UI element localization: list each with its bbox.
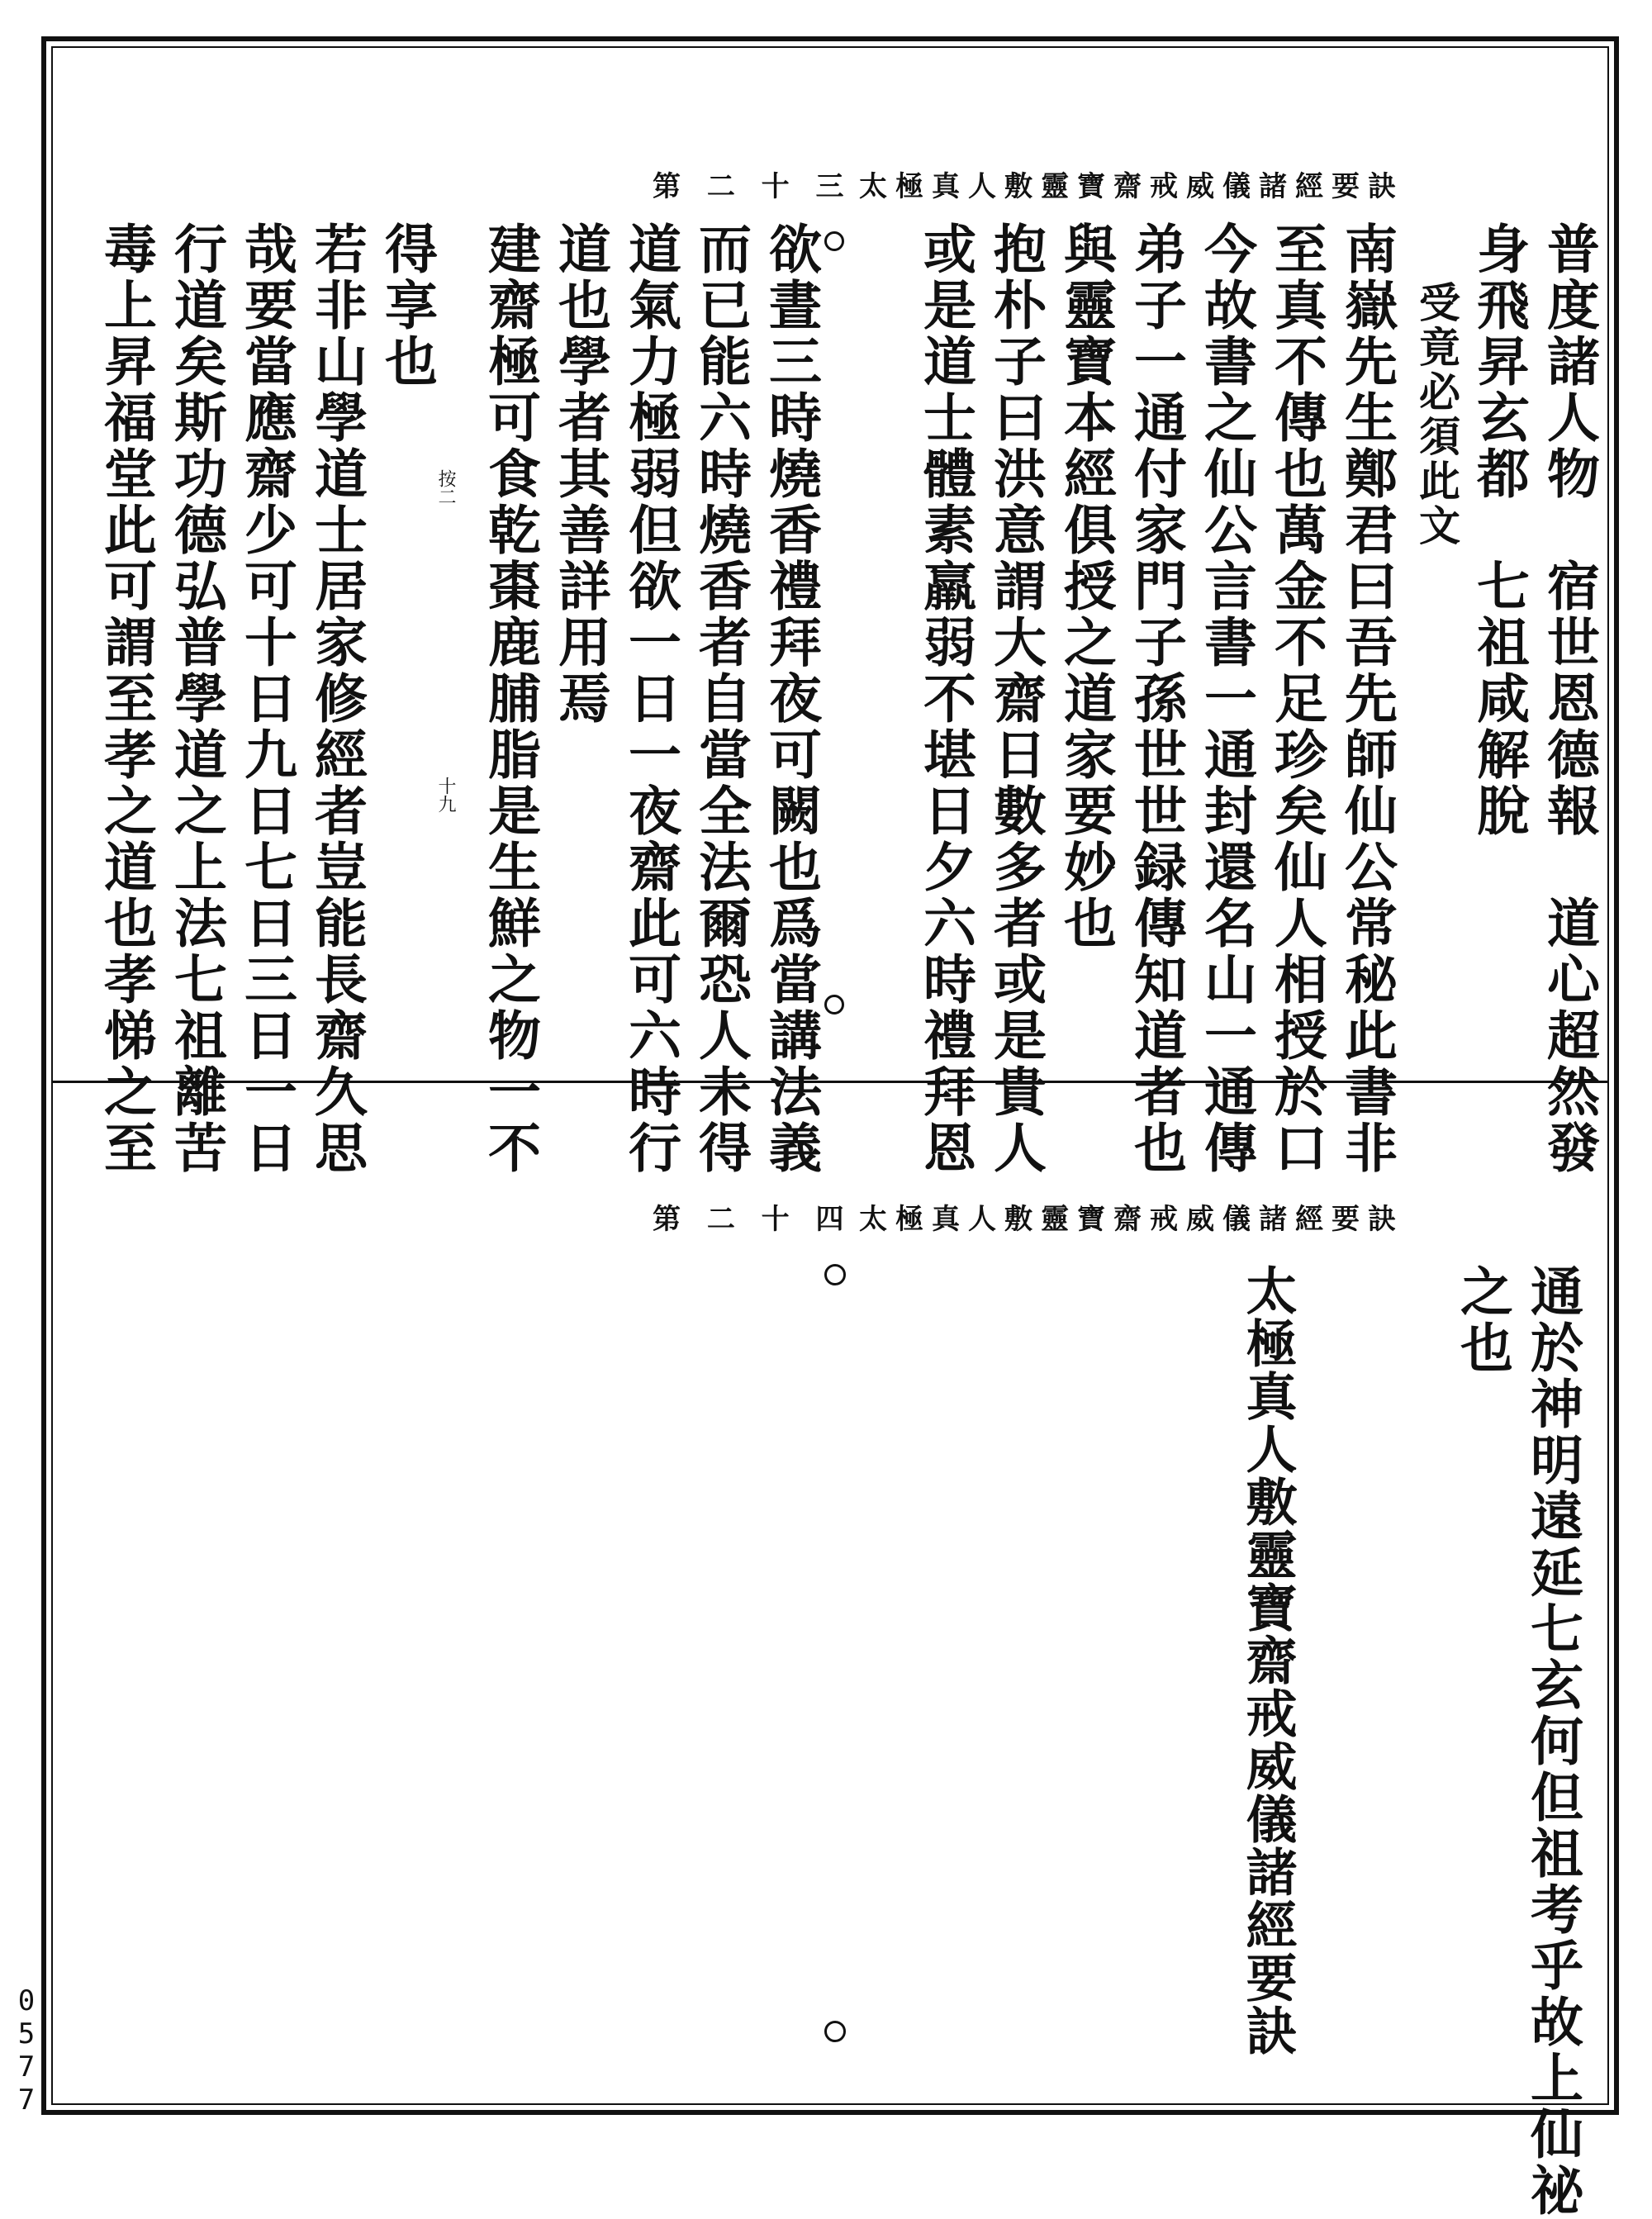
text-column: 行道矣斯功德弘普學道之上法七祖離苦 — [165, 221, 227, 1176]
margin-number-digit: 0 — [17, 1984, 36, 2017]
text-column-indented: 受竟必須此文 — [1412, 281, 1461, 549]
text-column: 得享也 — [376, 221, 438, 390]
closing-title: 太極真人敷靈寶齋戒威儀諸經要訣 — [1237, 1264, 1298, 2057]
text-column: 普度諸人物 宿世恩德報 道心超然發 — [1538, 221, 1600, 1176]
text-column: 建齋極可食乾棗鹿脯脂是生鮮之物一不 — [479, 221, 541, 1176]
text-column: 弟子一通付家門子孫世世録傳知道者也 — [1125, 221, 1187, 1176]
punctuation-circle-icon — [824, 231, 844, 251]
punctuation-circle-icon — [824, 995, 844, 1014]
text-column: 通於神明遠延七玄何但祖考乎故上仙祕 — [1521, 1264, 1583, 2219]
text-column: 或是道士體素羸弱不堪日夕六時禮拜恩 — [914, 221, 976, 1176]
binding-hole-icon — [824, 2021, 846, 2042]
text-column: 而已能六時燒香者自當全法爾恐人未得 — [690, 221, 752, 1176]
margin-number-digit: 7 — [17, 2084, 36, 2117]
text-column: 至真不傳也萬金不足珍矣仙人相授於口 — [1265, 221, 1327, 1176]
text-column: 今故書之仙公言書一通封還名山一通傳 — [1195, 221, 1257, 1176]
text-column: 南嶽先生鄭君曰吾先師仙公常秘此書非 — [1336, 221, 1398, 1176]
text-column: 欲晝三時燒香禮拜夜可闕也爲當講法義 — [760, 221, 822, 1176]
margin-number-digit: 7 — [17, 2050, 36, 2084]
annotation-note: 十九 — [435, 777, 456, 813]
upper-header-page-number: 第 二 十 三 — [653, 170, 852, 203]
text-column: 若非山學道士居家修經者豈能長齋久思 — [306, 221, 368, 1176]
text-column: 之也 — [1451, 1264, 1513, 1376]
text-column: 身飛昇玄都 七祖咸解脫 — [1468, 221, 1530, 839]
binding-hole-icon — [824, 1264, 846, 1285]
lower-header-page-number: 第 二 十 四 — [653, 1203, 852, 1236]
upper-header-title: 太極真人敷靈寶齋戒威儀諸經要訣 — [859, 170, 1404, 203]
margin-number-digit: 5 — [17, 2017, 36, 2050]
lower-header-title: 太極真人敷靈寶齋戒威儀諸經要訣 — [859, 1203, 1404, 1236]
annotation-note: 按二 — [435, 469, 456, 506]
text-column: 哉要當應齋少可十日九日七日三日一日 — [235, 221, 297, 1176]
text-column: 毒上昇福堂此可謂至孝之道也孝悌之至 — [95, 221, 157, 1176]
text-column: 道氣力極弱但欲一日一夜齋此可六時行 — [620, 221, 681, 1176]
text-column: 道也學者其善詳用焉 — [549, 221, 611, 727]
text-column: 抱朴子曰洪意謂大齋日數多者或是貴人 — [985, 221, 1047, 1176]
text-column: 與靈寶本經俱授之道家要妙也 — [1055, 221, 1117, 952]
